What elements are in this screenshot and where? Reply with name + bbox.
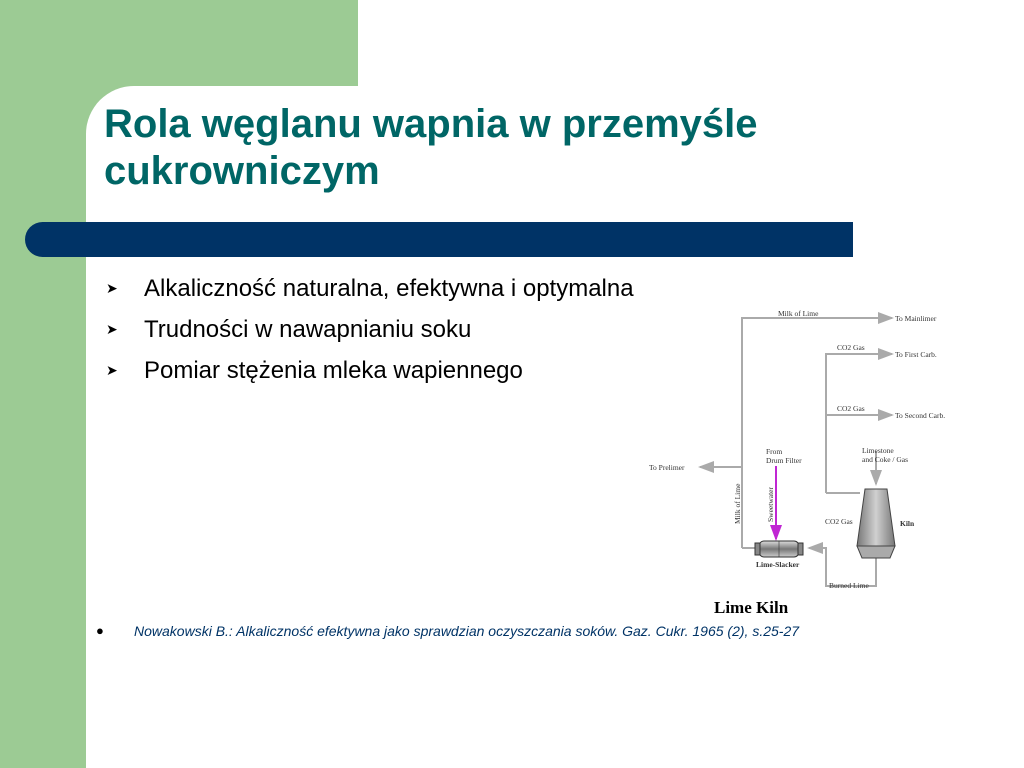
kiln-icon xyxy=(857,489,895,546)
lime-kiln-diagram xyxy=(636,296,966,596)
diagram-caption: Lime Kiln xyxy=(714,598,789,617)
label-to-mainlimer: To Mainlimer xyxy=(895,314,937,323)
bullet-text: Alkaliczność naturalna, efektywna i optymalna xyxy=(144,274,634,302)
bullet-dot-icon: ● xyxy=(96,623,104,638)
green-background-left xyxy=(0,0,86,768)
label-milk-of-lime-side: Milk of Lime xyxy=(733,483,742,524)
label-from: From xyxy=(766,447,783,456)
label-sweetwater: Sweetwater xyxy=(766,487,775,522)
bullet-list xyxy=(104,268,634,391)
bullet-text: Pomiar stężenia mleka wapiennego xyxy=(144,356,523,384)
bullet-item xyxy=(104,350,634,391)
slide-title: Rola węglanu wapnia w przemyśle cukrowniczym xyxy=(104,102,758,193)
label-limestone-and-coke: and Coke / Gas xyxy=(862,455,909,464)
label-to-second-carb: To Second Carb. xyxy=(895,411,946,420)
label-burned-lime: Burned Lime xyxy=(829,581,869,590)
reference-text: Nowakowski B.: Alkaliczność efektywna jako sprawdzian oczyszczania soków. Gaz. Cukr. 1965 (2), s.25-27 xyxy=(134,623,800,639)
label-co2-gas-2: CO2 Gas xyxy=(837,404,865,413)
bullet-item xyxy=(104,309,634,350)
label-to-first-carb: To First Carb. xyxy=(895,350,937,359)
label-to-prelimer: To Prelimer xyxy=(649,463,685,472)
label-co2-gas-1: CO2 Gas xyxy=(837,343,865,352)
label-milk-of-lime-top: Milk of Lime xyxy=(778,309,819,318)
label-co2-gas-3: CO2 Gas xyxy=(825,517,853,526)
reference-note xyxy=(96,623,936,639)
bullet-item xyxy=(104,268,634,309)
label-drum-filter: Drum Filter xyxy=(766,456,802,465)
arrow-bullet-icon: ➤ xyxy=(106,321,118,337)
arrow-bullet-icon: ➤ xyxy=(106,280,118,296)
label-lime-slacker: Lime-Slacker xyxy=(756,560,800,569)
arrow-bullet-icon: ➤ xyxy=(106,362,118,378)
label-limestone: Limestone xyxy=(862,446,894,455)
title-underline-bar xyxy=(25,222,853,257)
label-kiln: Kiln xyxy=(900,519,915,528)
bullet-text: Trudności w nawapnianiu soku xyxy=(144,315,472,343)
